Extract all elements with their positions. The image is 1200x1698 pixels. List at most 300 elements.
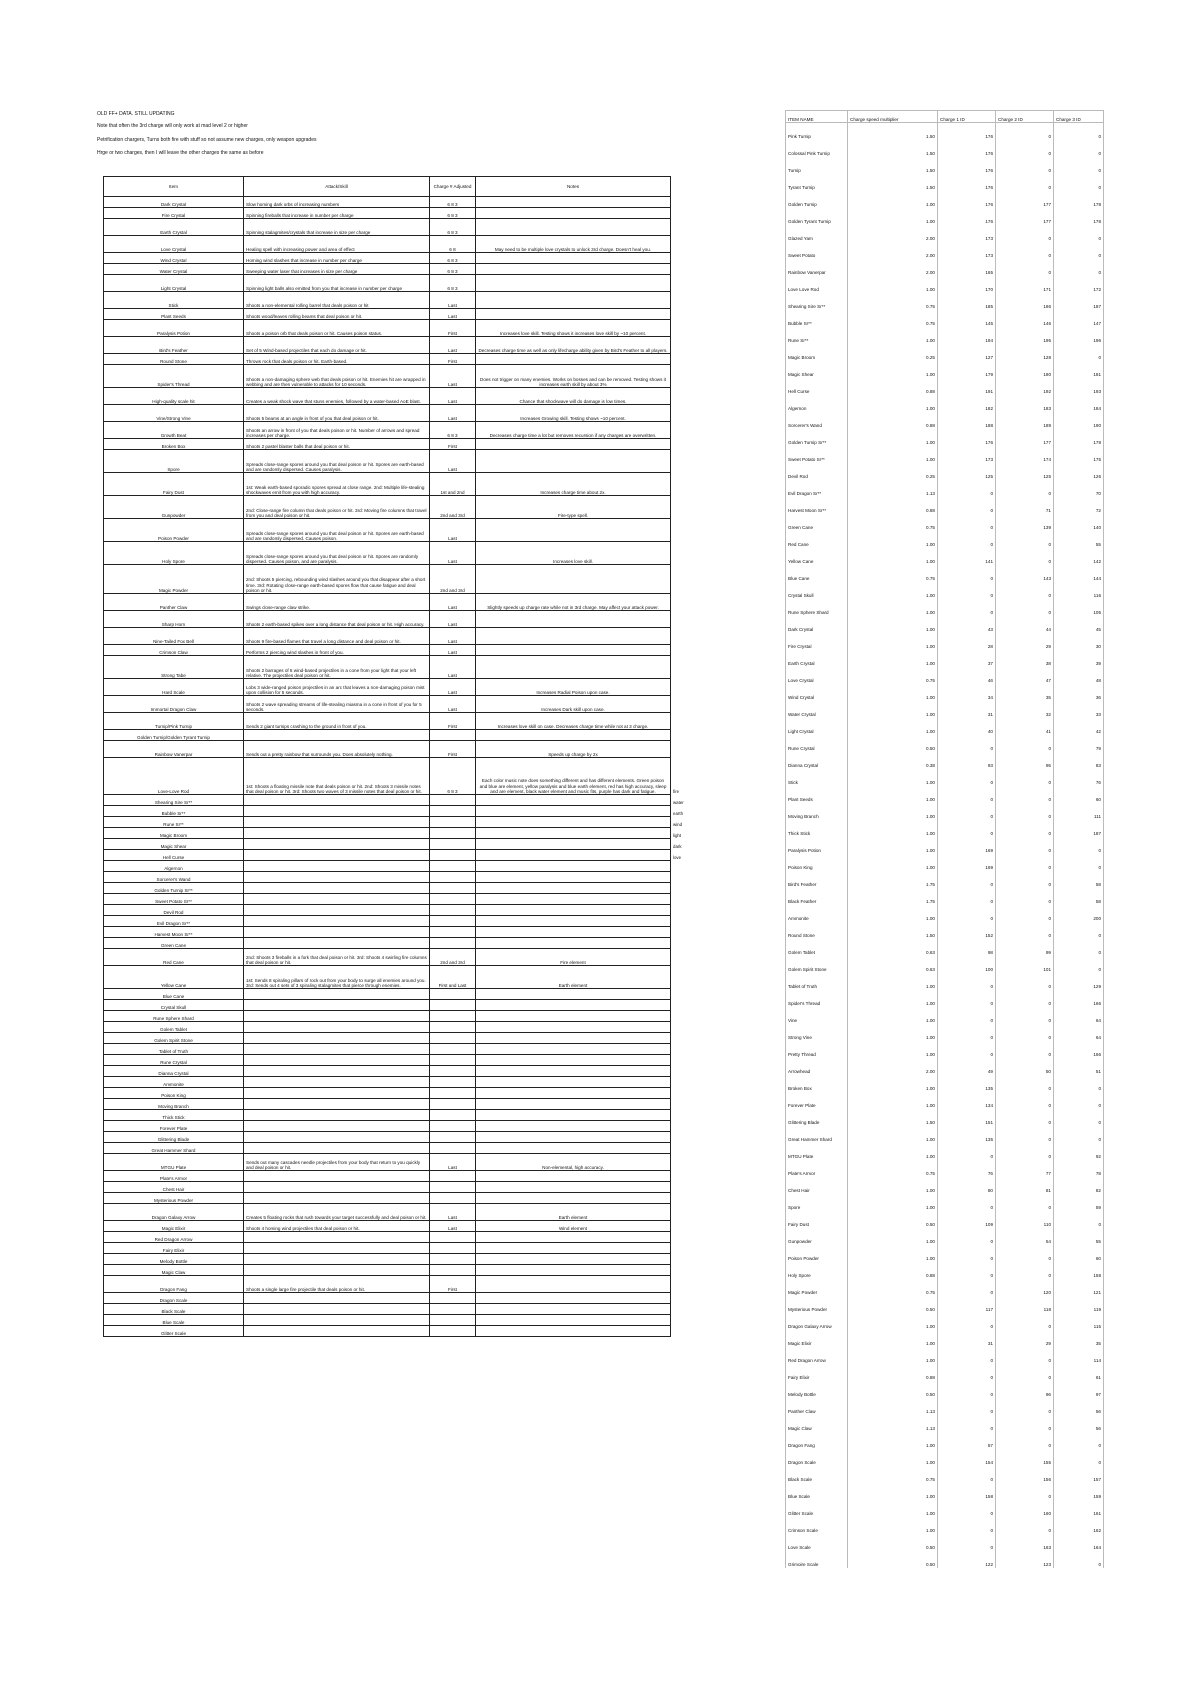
item-name-cell: Rune Sphere Shard bbox=[786, 599, 848, 616]
skill-cell bbox=[244, 1055, 430, 1066]
table-row bbox=[104, 916, 730, 927]
notes-cell bbox=[476, 197, 671, 208]
item-cell: Fairy Elixir bbox=[104, 1243, 244, 1254]
charge3-cell: 33 bbox=[1054, 701, 1104, 718]
table-row bbox=[786, 344, 1104, 361]
charge3-cell: 0 bbox=[1054, 1211, 1104, 1228]
charge2-cell: 177 bbox=[996, 191, 1054, 208]
charge1-cell: 0 bbox=[938, 1398, 996, 1415]
notes-cell bbox=[476, 1232, 671, 1243]
notes-cell bbox=[476, 1182, 671, 1193]
item-name-cell: Plant Seeds bbox=[786, 786, 848, 803]
charge1-cell: 0 bbox=[938, 1041, 996, 1058]
skill-cell: Shoots a single large fire projectile that deals poison or hit. bbox=[244, 1276, 430, 1293]
charge2-cell: 0 bbox=[996, 548, 1054, 565]
charge2-cell: 177 bbox=[996, 429, 1054, 446]
charge3-cell: 164 bbox=[1054, 1534, 1104, 1551]
charge2-cell: 0 bbox=[996, 1262, 1054, 1279]
item-cell: Paralysis Potion bbox=[104, 320, 244, 337]
charge2-cell: 99 bbox=[996, 939, 1054, 956]
speed-cell: 1.00 bbox=[848, 1347, 938, 1364]
speed-cell: 1.00 bbox=[848, 650, 938, 667]
table-row bbox=[104, 679, 730, 696]
header-charge-3: Charge 3 ID bbox=[1054, 111, 1104, 123]
speed-cell: 0.50 bbox=[848, 1534, 938, 1551]
charge2-cell: 189 bbox=[996, 412, 1054, 429]
table-row bbox=[104, 966, 730, 989]
charge3-cell: 105 bbox=[1054, 599, 1104, 616]
notes-cell bbox=[476, 1276, 671, 1293]
charge1-cell: 135 bbox=[938, 1075, 996, 1092]
charge2-cell: 81 bbox=[996, 1177, 1054, 1194]
notes-cell bbox=[476, 916, 671, 927]
charge-cell bbox=[430, 883, 476, 894]
charge-cell: First bbox=[430, 320, 476, 337]
page-note: Note that often the 3rd charge will only work at mad level 2 or higher bbox=[97, 123, 248, 129]
element-cell: love bbox=[673, 855, 682, 861]
item-name-cell: Dark Crystal bbox=[786, 616, 848, 633]
charge2-cell: 41 bbox=[996, 718, 1054, 735]
item-name-cell: Strong Vine bbox=[786, 1024, 848, 1041]
item-cell: Forever Plate bbox=[104, 1121, 244, 1132]
charge3-cell: 0 bbox=[1054, 1551, 1104, 1568]
skill-cell: 1st: Shoots a floating missile note that deals poison or hit. 2nd: Shoots 3 missile notes that deal poison or hit. 3rd: Shoots two waves of 3 missile notes that deal poison or hit. bbox=[244, 758, 430, 795]
element-cell bbox=[671, 1033, 730, 1044]
skill-cell bbox=[244, 1182, 430, 1193]
notes-cell: Fire-type spell. bbox=[476, 496, 671, 519]
item-name-cell: Dianna Crystal bbox=[786, 752, 848, 769]
table-row bbox=[104, 1265, 730, 1276]
table-row bbox=[104, 450, 730, 473]
notes-cell bbox=[476, 354, 671, 365]
table-row bbox=[104, 949, 730, 966]
skill-cell: Shoots a poison orb that deals poison or hit. Causes poison status. bbox=[244, 320, 430, 337]
speed-cell: 0.75 bbox=[848, 293, 938, 310]
charge-cell bbox=[430, 1243, 476, 1254]
notes-cell bbox=[476, 1293, 671, 1304]
charge1-cell: 0 bbox=[938, 1228, 996, 1245]
table-row bbox=[786, 463, 1104, 480]
notes-cell bbox=[476, 439, 671, 450]
table-row bbox=[104, 758, 730, 795]
charge2-cell: 54 bbox=[996, 1228, 1054, 1245]
item-cell: Wind Crystal bbox=[104, 253, 244, 264]
speed-cell: 0.50 bbox=[848, 1381, 938, 1398]
charge3-cell: 0 bbox=[1054, 956, 1104, 973]
charge1-cell: 0 bbox=[938, 599, 996, 616]
item-cell: Water Crystal bbox=[104, 264, 244, 275]
table-row bbox=[104, 1022, 730, 1033]
speed-cell: 1.00 bbox=[848, 446, 938, 463]
charge-cell bbox=[430, 1143, 476, 1154]
charge2-cell: 96 bbox=[996, 1381, 1054, 1398]
charge1-cell: 176 bbox=[938, 123, 996, 140]
charge1-cell: 0 bbox=[938, 803, 996, 820]
item-cell: Green Cane bbox=[104, 938, 244, 949]
element-cell bbox=[671, 1182, 730, 1193]
table-row bbox=[104, 337, 730, 354]
charge-cell bbox=[430, 916, 476, 927]
table-row bbox=[786, 361, 1104, 378]
notes-cell bbox=[476, 905, 671, 916]
table-row bbox=[786, 871, 1104, 888]
charge2-cell: 0 bbox=[996, 871, 1054, 888]
table-row bbox=[104, 1055, 730, 1066]
charge1-cell: 173 bbox=[938, 242, 996, 259]
charge-cell: 6 8 3 bbox=[430, 253, 476, 264]
skill-cell bbox=[244, 1293, 430, 1304]
item-cell: Rainbow Vanerpar bbox=[104, 741, 244, 758]
table-row bbox=[104, 309, 730, 320]
element-cell bbox=[671, 219, 730, 236]
table-row bbox=[786, 514, 1104, 531]
speed-cell: 1.13 bbox=[848, 1415, 938, 1432]
table-row bbox=[786, 1194, 1104, 1211]
notes-cell bbox=[476, 253, 671, 264]
left-header-row bbox=[104, 177, 730, 197]
table-row bbox=[786, 616, 1104, 633]
charge1-cell: 176 bbox=[938, 140, 996, 157]
skill-cell bbox=[244, 1304, 430, 1315]
item-name-cell: Glitter Scale bbox=[786, 1500, 848, 1517]
item-cell: Harvest Moon Sr** bbox=[104, 927, 244, 938]
speed-cell: 1.00 bbox=[848, 1449, 938, 1466]
charge1-cell: 0 bbox=[938, 1245, 996, 1262]
item-name-cell: Black Scale bbox=[786, 1466, 848, 1483]
item-name-cell: Sorcerer's Wand bbox=[786, 412, 848, 429]
charge2-cell: 0 bbox=[996, 531, 1054, 548]
table-row bbox=[786, 310, 1104, 327]
item-name-cell: Magic Shear bbox=[786, 361, 848, 378]
charge1-cell: 141 bbox=[938, 548, 996, 565]
charge1-cell: 169 bbox=[938, 837, 996, 854]
item-name-cell: Harvest Moon Sr** bbox=[786, 497, 848, 514]
table-row bbox=[104, 292, 730, 309]
element-cell bbox=[671, 519, 730, 542]
charge3-cell: 119 bbox=[1054, 1296, 1104, 1313]
charge-cell bbox=[430, 1066, 476, 1077]
table-row bbox=[786, 123, 1104, 140]
notes-cell: Increases Radial Poison upon case. bbox=[476, 679, 671, 696]
skill-cell bbox=[244, 839, 430, 850]
table-row bbox=[786, 1466, 1104, 1483]
charge3-cell: 162 bbox=[1054, 1517, 1104, 1534]
element-cell bbox=[671, 1204, 730, 1221]
charge-cell: Last bbox=[430, 679, 476, 696]
element-cell bbox=[671, 1077, 730, 1088]
charge-cell bbox=[430, 828, 476, 839]
item-name-cell: Water Crystal bbox=[786, 701, 848, 718]
right-data-table bbox=[785, 110, 1104, 1568]
charge1-cell: 158 bbox=[938, 1483, 996, 1500]
item-cell: Bubble Sr** bbox=[104, 806, 244, 817]
item-name-cell: Forever Plate bbox=[786, 1092, 848, 1109]
charge3-cell: 147 bbox=[1054, 310, 1104, 327]
speed-cell: 0.75 bbox=[848, 1279, 938, 1296]
charge2-cell: 123 bbox=[996, 1551, 1054, 1568]
notes-cell: Earth element bbox=[476, 1204, 671, 1221]
charge1-cell: 0 bbox=[938, 1517, 996, 1534]
skill-cell: Shoots 9 fire-based flames that travel a long distance and deal poison or hit. bbox=[244, 628, 430, 645]
table-row bbox=[786, 1330, 1104, 1347]
speed-cell: 0.75 bbox=[848, 514, 938, 531]
charge3-cell: 0 bbox=[1054, 1126, 1104, 1143]
table-row bbox=[104, 1326, 730, 1337]
item-name-cell: Colossal Pink Turnip bbox=[786, 140, 848, 157]
item-cell: Rune Crystal bbox=[104, 1055, 244, 1066]
table-row bbox=[786, 752, 1104, 769]
charge2-cell: 71 bbox=[996, 497, 1054, 514]
charge3-cell: 187 bbox=[1054, 293, 1104, 310]
skill-cell: Shoots 2 barrages of 5 wind-based projectiles in a cone from your light that your left relative. The projectiles deal poison or hit. bbox=[244, 656, 430, 679]
charge2-cell: 47 bbox=[996, 667, 1054, 684]
charge-cell bbox=[430, 1077, 476, 1088]
charge3-cell: 97 bbox=[1054, 1381, 1104, 1398]
charge1-cell: 0 bbox=[938, 514, 996, 531]
item-name-cell: Crystal Skull bbox=[786, 582, 848, 599]
charge1-cell: 176 bbox=[938, 191, 996, 208]
element-cell bbox=[671, 861, 730, 872]
item-cell: Sharp Horn bbox=[104, 611, 244, 628]
charge-cell: Last bbox=[430, 365, 476, 388]
charge-cell: 2nd and 3rd bbox=[430, 949, 476, 966]
table-row bbox=[786, 1551, 1104, 1568]
item-name-cell: Crimson Scale bbox=[786, 1517, 848, 1534]
charge1-cell: 0 bbox=[938, 1024, 996, 1041]
charge-cell bbox=[430, 1099, 476, 1110]
skill-cell bbox=[244, 938, 430, 949]
table-row bbox=[104, 989, 730, 1000]
notes-cell bbox=[476, 1326, 671, 1337]
element-cell bbox=[671, 611, 730, 628]
item-cell: Algernon bbox=[104, 861, 244, 872]
charge1-cell: 0 bbox=[938, 480, 996, 497]
skill-cell bbox=[244, 1171, 430, 1182]
charge-cell: 2nd and 3rd bbox=[430, 496, 476, 519]
skill-cell bbox=[244, 1000, 430, 1011]
charge3-cell: 42 bbox=[1054, 718, 1104, 735]
table-row bbox=[104, 405, 730, 422]
notes-cell: Speeds up charge by 2x bbox=[476, 741, 671, 758]
charge3-cell: 56 bbox=[1054, 1398, 1104, 1415]
element-cell: water bbox=[673, 800, 684, 806]
skill-cell bbox=[244, 1132, 430, 1143]
element-cell bbox=[671, 565, 730, 594]
charge2-cell: 0 bbox=[996, 854, 1054, 871]
speed-cell: 0.50 bbox=[848, 735, 938, 752]
table-row bbox=[786, 1075, 1104, 1092]
table-row bbox=[104, 1011, 730, 1022]
charge2-cell: 29 bbox=[996, 1330, 1054, 1347]
table-row bbox=[786, 378, 1104, 395]
charge2-cell: 35 bbox=[996, 684, 1054, 701]
charge2-cell: 0 bbox=[996, 905, 1054, 922]
charge1-cell: 173 bbox=[938, 225, 996, 242]
item-name-cell: Thick Stick bbox=[786, 820, 848, 837]
charge1-cell: 0 bbox=[938, 497, 996, 514]
skill-cell bbox=[244, 916, 430, 927]
charge-cell bbox=[430, 730, 476, 741]
charge-cell: Last bbox=[430, 292, 476, 309]
item-cell: Poison Powder bbox=[104, 519, 244, 542]
item-name-cell: Plate's Armor bbox=[786, 1160, 848, 1177]
charge-cell bbox=[430, 817, 476, 828]
charge-cell: First bbox=[430, 713, 476, 730]
notes-cell bbox=[476, 450, 671, 473]
charge-cell: 1st and 2nd bbox=[430, 473, 476, 496]
charge-cell bbox=[430, 1011, 476, 1022]
notes-cell: Non-elemental, high accuracy. bbox=[476, 1154, 671, 1171]
charge-cell: Last bbox=[430, 628, 476, 645]
skill-cell: Slow homing dark orbs of increasing numbers bbox=[244, 197, 430, 208]
speed-cell: 1.00 bbox=[848, 429, 938, 446]
element-cell bbox=[671, 1099, 730, 1110]
item-cell: Blue Cane bbox=[104, 989, 244, 1000]
charge2-cell: 156 bbox=[996, 1466, 1054, 1483]
charge1-cell: 185 bbox=[938, 293, 996, 310]
charge2-cell: 143 bbox=[996, 565, 1054, 582]
speed-cell: 1.50 bbox=[848, 123, 938, 140]
charge3-cell: 161 bbox=[1054, 1500, 1104, 1517]
table-row bbox=[104, 1088, 730, 1099]
item-name-cell: Blue Scale bbox=[786, 1483, 848, 1500]
skill-cell: Lobs 3 wide-ranged poison projectiles in an arc that leaves a non-damaging poison mist upon collision for 5 seconds. bbox=[244, 679, 430, 696]
charge2-cell: 0 bbox=[996, 480, 1054, 497]
charge3-cell: 36 bbox=[1054, 684, 1104, 701]
charge-cell: Last bbox=[430, 519, 476, 542]
charge2-cell: 0 bbox=[996, 582, 1054, 599]
charge-cell: Last bbox=[430, 388, 476, 405]
charge-cell: Last bbox=[430, 645, 476, 656]
notes-cell bbox=[476, 1304, 671, 1315]
speed-cell: 0.75 bbox=[848, 1466, 938, 1483]
charge1-cell: 0 bbox=[938, 1143, 996, 1160]
notes-cell bbox=[476, 1243, 671, 1254]
element-cell bbox=[671, 1221, 730, 1232]
item-name-cell: Holy Spore bbox=[786, 1262, 848, 1279]
charge3-cell: 60 bbox=[1054, 1245, 1104, 1262]
skill-cell bbox=[244, 1265, 430, 1276]
notes-cell bbox=[476, 565, 671, 594]
speed-cell: 1.00 bbox=[848, 327, 938, 344]
charge2-cell: 44 bbox=[996, 616, 1054, 633]
skill-cell bbox=[244, 1254, 430, 1265]
item-name-cell: Golden Turnip Sr** bbox=[786, 429, 848, 446]
charge-cell bbox=[430, 989, 476, 1000]
item-name-cell: Poison Powder bbox=[786, 1245, 848, 1262]
table-row bbox=[786, 1279, 1104, 1296]
charge-cell bbox=[430, 894, 476, 905]
charge1-cell: 0 bbox=[938, 1262, 996, 1279]
table-row bbox=[104, 1276, 730, 1293]
table-row bbox=[786, 174, 1104, 191]
right-header-row bbox=[786, 111, 1104, 123]
speed-cell: 1.00 bbox=[848, 1313, 938, 1330]
table-row bbox=[786, 582, 1104, 599]
notes-cell bbox=[476, 519, 671, 542]
item-name-cell: Fire Crystal bbox=[786, 633, 848, 650]
skill-cell bbox=[244, 1243, 430, 1254]
notes-cell bbox=[476, 795, 671, 806]
skill-cell bbox=[244, 1121, 430, 1132]
speed-cell: 1.00 bbox=[848, 973, 938, 990]
table-row bbox=[104, 542, 730, 565]
speed-cell: 0.38 bbox=[848, 752, 938, 769]
item-name-cell: Love Crystal bbox=[786, 667, 848, 684]
skill-cell bbox=[244, 806, 430, 817]
table-row bbox=[104, 645, 730, 656]
table-row bbox=[786, 1143, 1104, 1160]
notes-cell: Increases Growing skill. Testing shows ~10 percent. bbox=[476, 405, 671, 422]
speed-cell: 1.00 bbox=[848, 905, 938, 922]
item-name-cell: Black Feather bbox=[786, 888, 848, 905]
element-cell bbox=[671, 1011, 730, 1022]
charge3-cell: 55 bbox=[1054, 531, 1104, 548]
notes-cell: Earth element bbox=[476, 966, 671, 989]
item-cell: Plant Seeds bbox=[104, 309, 244, 320]
charge2-cell: 0 bbox=[996, 1143, 1054, 1160]
item-cell: Crystal Skull bbox=[104, 1000, 244, 1011]
table-row bbox=[786, 531, 1104, 548]
charge-cell bbox=[430, 938, 476, 949]
item-cell: Sorcerer's Wand bbox=[104, 872, 244, 883]
table-row bbox=[786, 735, 1104, 752]
speed-cell: 1.00 bbox=[848, 701, 938, 718]
charge2-cell: 32 bbox=[996, 701, 1054, 718]
notes-cell: Does not trigger on many enemies. Works on bosses and can be removed. Testing shows it increases earth skill by about 3% bbox=[476, 365, 671, 388]
charge2-cell: 118 bbox=[996, 1296, 1054, 1313]
charge1-cell: 152 bbox=[938, 922, 996, 939]
charge-cell bbox=[430, 872, 476, 883]
notes-cell bbox=[476, 989, 671, 1000]
table-row bbox=[104, 354, 730, 365]
speed-cell: 1.00 bbox=[848, 1177, 938, 1194]
element-cell bbox=[671, 1110, 730, 1121]
notes-cell bbox=[476, 628, 671, 645]
charge2-cell: 0 bbox=[996, 242, 1054, 259]
table-row bbox=[786, 922, 1104, 939]
skill-cell: Sends out a pretty rainbow that surrounds you. Does absolutely nothing. bbox=[244, 741, 430, 758]
table-row bbox=[104, 264, 730, 275]
table-row bbox=[786, 1058, 1104, 1075]
notes-cell: May need to be multiple love crystals to unlock 3rd charge. Doesn't heal you. bbox=[476, 236, 671, 253]
item-cell: Shearing Sire Sr** bbox=[104, 795, 244, 806]
charge2-cell: 0 bbox=[996, 1024, 1054, 1041]
charge-cell bbox=[430, 839, 476, 850]
speed-cell: 0.63 bbox=[848, 939, 938, 956]
header-item-name: ITEM NAME bbox=[786, 111, 848, 123]
item-name-cell: Magic Powder bbox=[786, 1279, 848, 1296]
charge1-cell: 0 bbox=[938, 531, 996, 548]
speed-cell: 0.50 bbox=[848, 1551, 938, 1568]
skill-cell bbox=[244, 730, 430, 741]
charge1-cell: 46 bbox=[938, 667, 996, 684]
speed-cell: 1.00 bbox=[848, 1483, 938, 1500]
table-row bbox=[104, 872, 730, 883]
table-row bbox=[104, 1044, 730, 1055]
table-row bbox=[104, 741, 730, 758]
charge3-cell: 0 bbox=[1054, 1109, 1104, 1126]
page-note: OLD FF+ DATA. STILL UPDATING bbox=[97, 111, 175, 117]
charge3-cell: 0 bbox=[1054, 939, 1104, 956]
table-row bbox=[786, 956, 1104, 973]
table-row bbox=[104, 1171, 730, 1182]
table-row bbox=[786, 412, 1104, 429]
table-row bbox=[786, 1500, 1104, 1517]
skill-cell: Healing spell with increasing power and area of effect bbox=[244, 236, 430, 253]
charge2-cell: 0 bbox=[996, 1075, 1054, 1092]
charge2-cell: 186 bbox=[996, 293, 1054, 310]
